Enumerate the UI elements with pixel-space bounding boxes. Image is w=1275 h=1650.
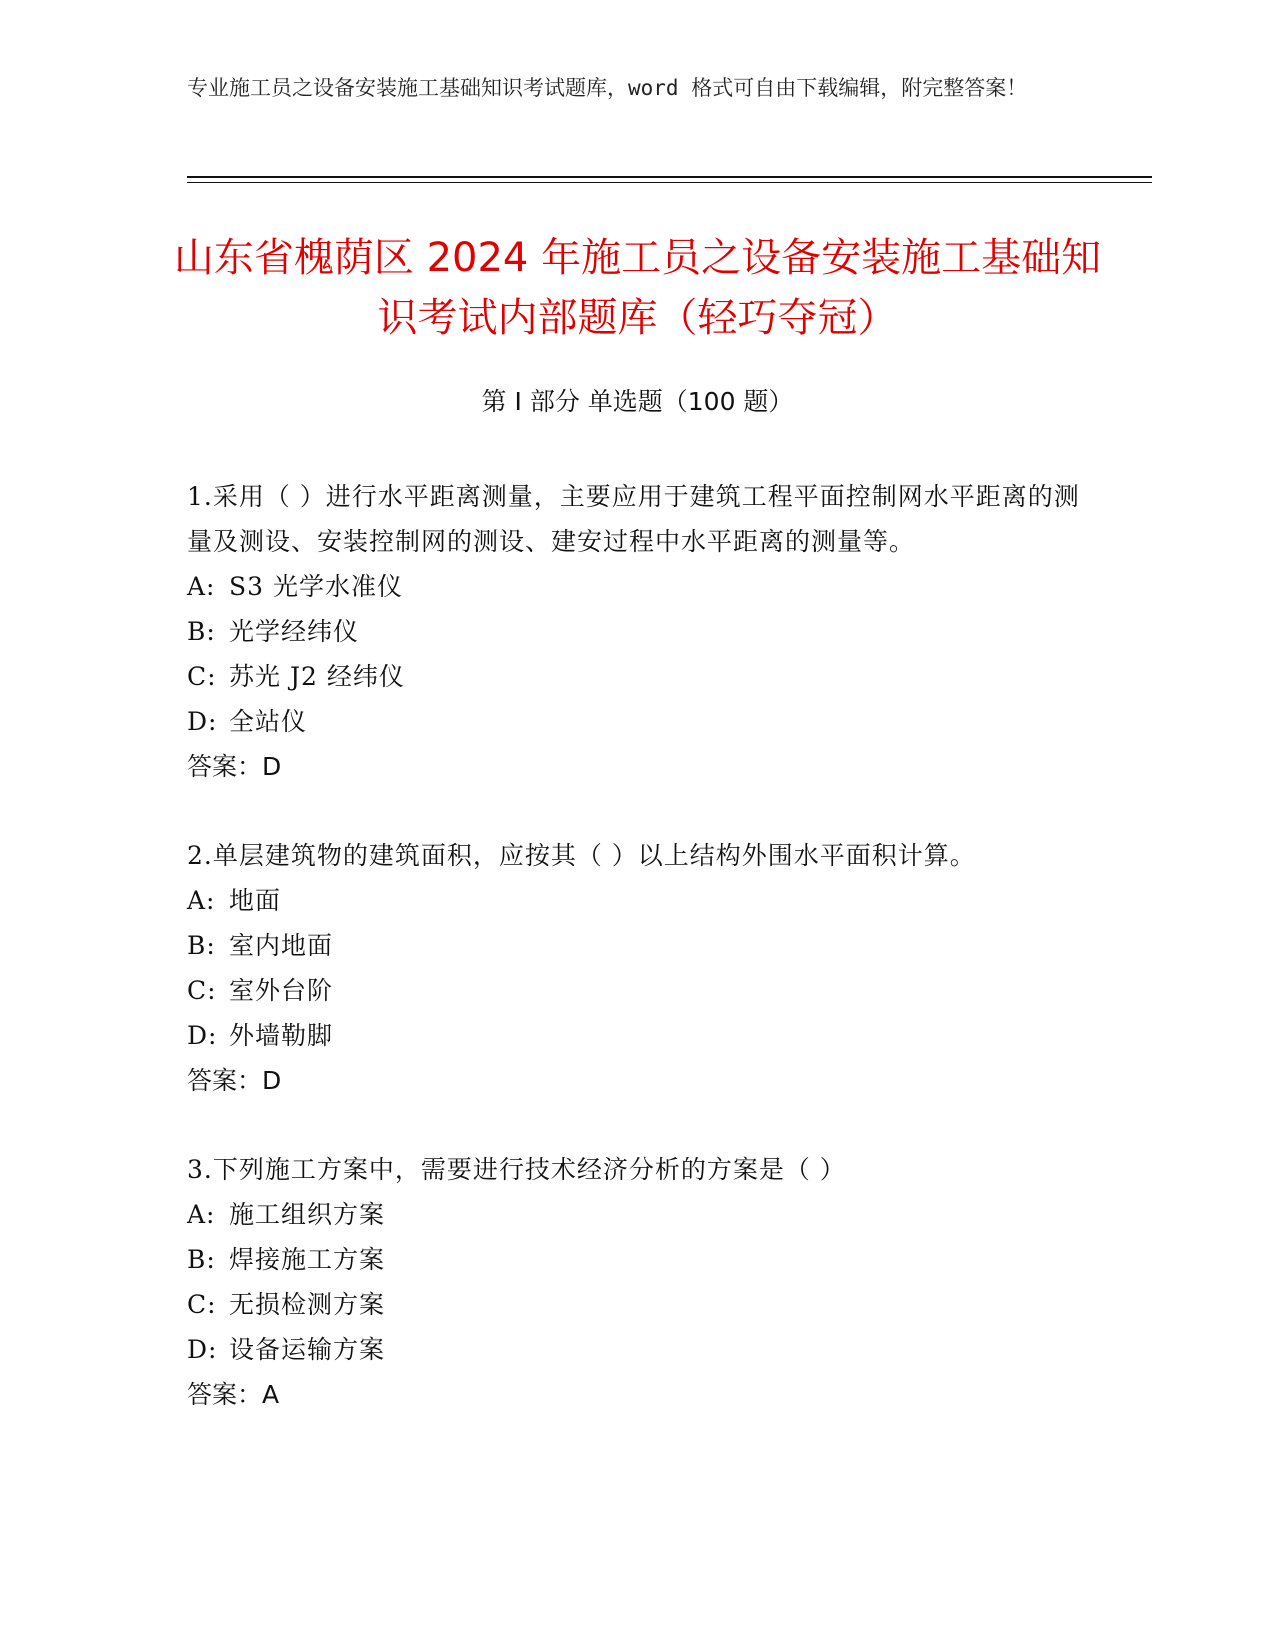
- option-letter: D:: [187, 707, 218, 736]
- answer: 答案：D: [187, 1066, 282, 1095]
- option-letter: D:: [187, 1021, 218, 1050]
- header-rule-thick: [187, 176, 1152, 178]
- option-letter: D:: [187, 1335, 218, 1364]
- option-letter: A:: [187, 886, 216, 915]
- option-letter: B:: [187, 931, 216, 960]
- option-letter: C:: [187, 976, 217, 1005]
- option-text: 光学经纬仪: [229, 617, 360, 646]
- option-d: [187, 699, 1097, 744]
- option-text: 无损检测方案: [229, 1290, 386, 1319]
- option-letter: A:: [187, 1200, 216, 1229]
- question-list: [187, 474, 1097, 1461]
- option-letter: C:: [187, 662, 217, 691]
- question-stem: 3.下列施工方案中，需要进行技术经济分析的方案是（ ）: [187, 1155, 846, 1184]
- option-letter: B:: [187, 1245, 216, 1274]
- header-rule-thin: [187, 182, 1152, 183]
- option-text: 焊接施工方案: [229, 1245, 386, 1274]
- option-a: [187, 878, 1097, 923]
- question-stem: 2.单层建筑物的建筑面积，应按其（ ）以上结构外围水平面积计算。: [187, 841, 976, 870]
- question-2: [187, 833, 1097, 1103]
- option-b: [187, 923, 1097, 968]
- answer: 答案：D: [187, 752, 282, 781]
- option-d: [187, 1013, 1097, 1058]
- option-a: [187, 564, 1097, 609]
- section-heading: 第 I 部分 单选题（100 题）: [481, 387, 794, 416]
- option-text: 施工组织方案: [229, 1200, 386, 1229]
- question-stem: 1.采用（ ）进行水平距离测量，主要应用于建筑工程平面控制网水平距离的测量及测设、安装控制网的测设、建安过程中水平距离的测量等。: [187, 482, 1080, 556]
- option-letter: C:: [187, 1290, 217, 1319]
- option-text: 全站仪: [229, 707, 308, 736]
- option-text: 设备运输方案: [229, 1335, 386, 1364]
- option-text: 室内地面: [229, 931, 334, 960]
- option-c: [187, 1282, 1097, 1327]
- option-letter: B:: [187, 617, 216, 646]
- option-d: [187, 1327, 1097, 1372]
- option-text: 苏光 J2 经纬仪: [229, 662, 405, 691]
- option-b: [187, 1237, 1097, 1282]
- option-text: 室外台阶: [229, 976, 334, 1005]
- question-3: [187, 1147, 1097, 1417]
- option-a: [187, 1192, 1097, 1237]
- option-text: S3 光学水准仪: [229, 572, 403, 601]
- option-text: 地面: [229, 886, 282, 915]
- option-c: [187, 968, 1097, 1013]
- option-letter: A:: [187, 572, 216, 601]
- document-title: 山东省槐荫区 2024 年施工员之设备安装施工基础知识考试内部题库（轻巧夺冠）: [173, 235, 1102, 341]
- question-1: [187, 474, 1097, 789]
- option-b: [187, 609, 1097, 654]
- header-note: 专业施工员之设备安装施工基础知识考试题库，word 格式可自由下载编辑，附完整答案！: [187, 76, 1028, 100]
- option-text: 外墙勒脚: [229, 1021, 334, 1050]
- answer: 答案：A: [187, 1380, 280, 1409]
- option-c: [187, 654, 1097, 699]
